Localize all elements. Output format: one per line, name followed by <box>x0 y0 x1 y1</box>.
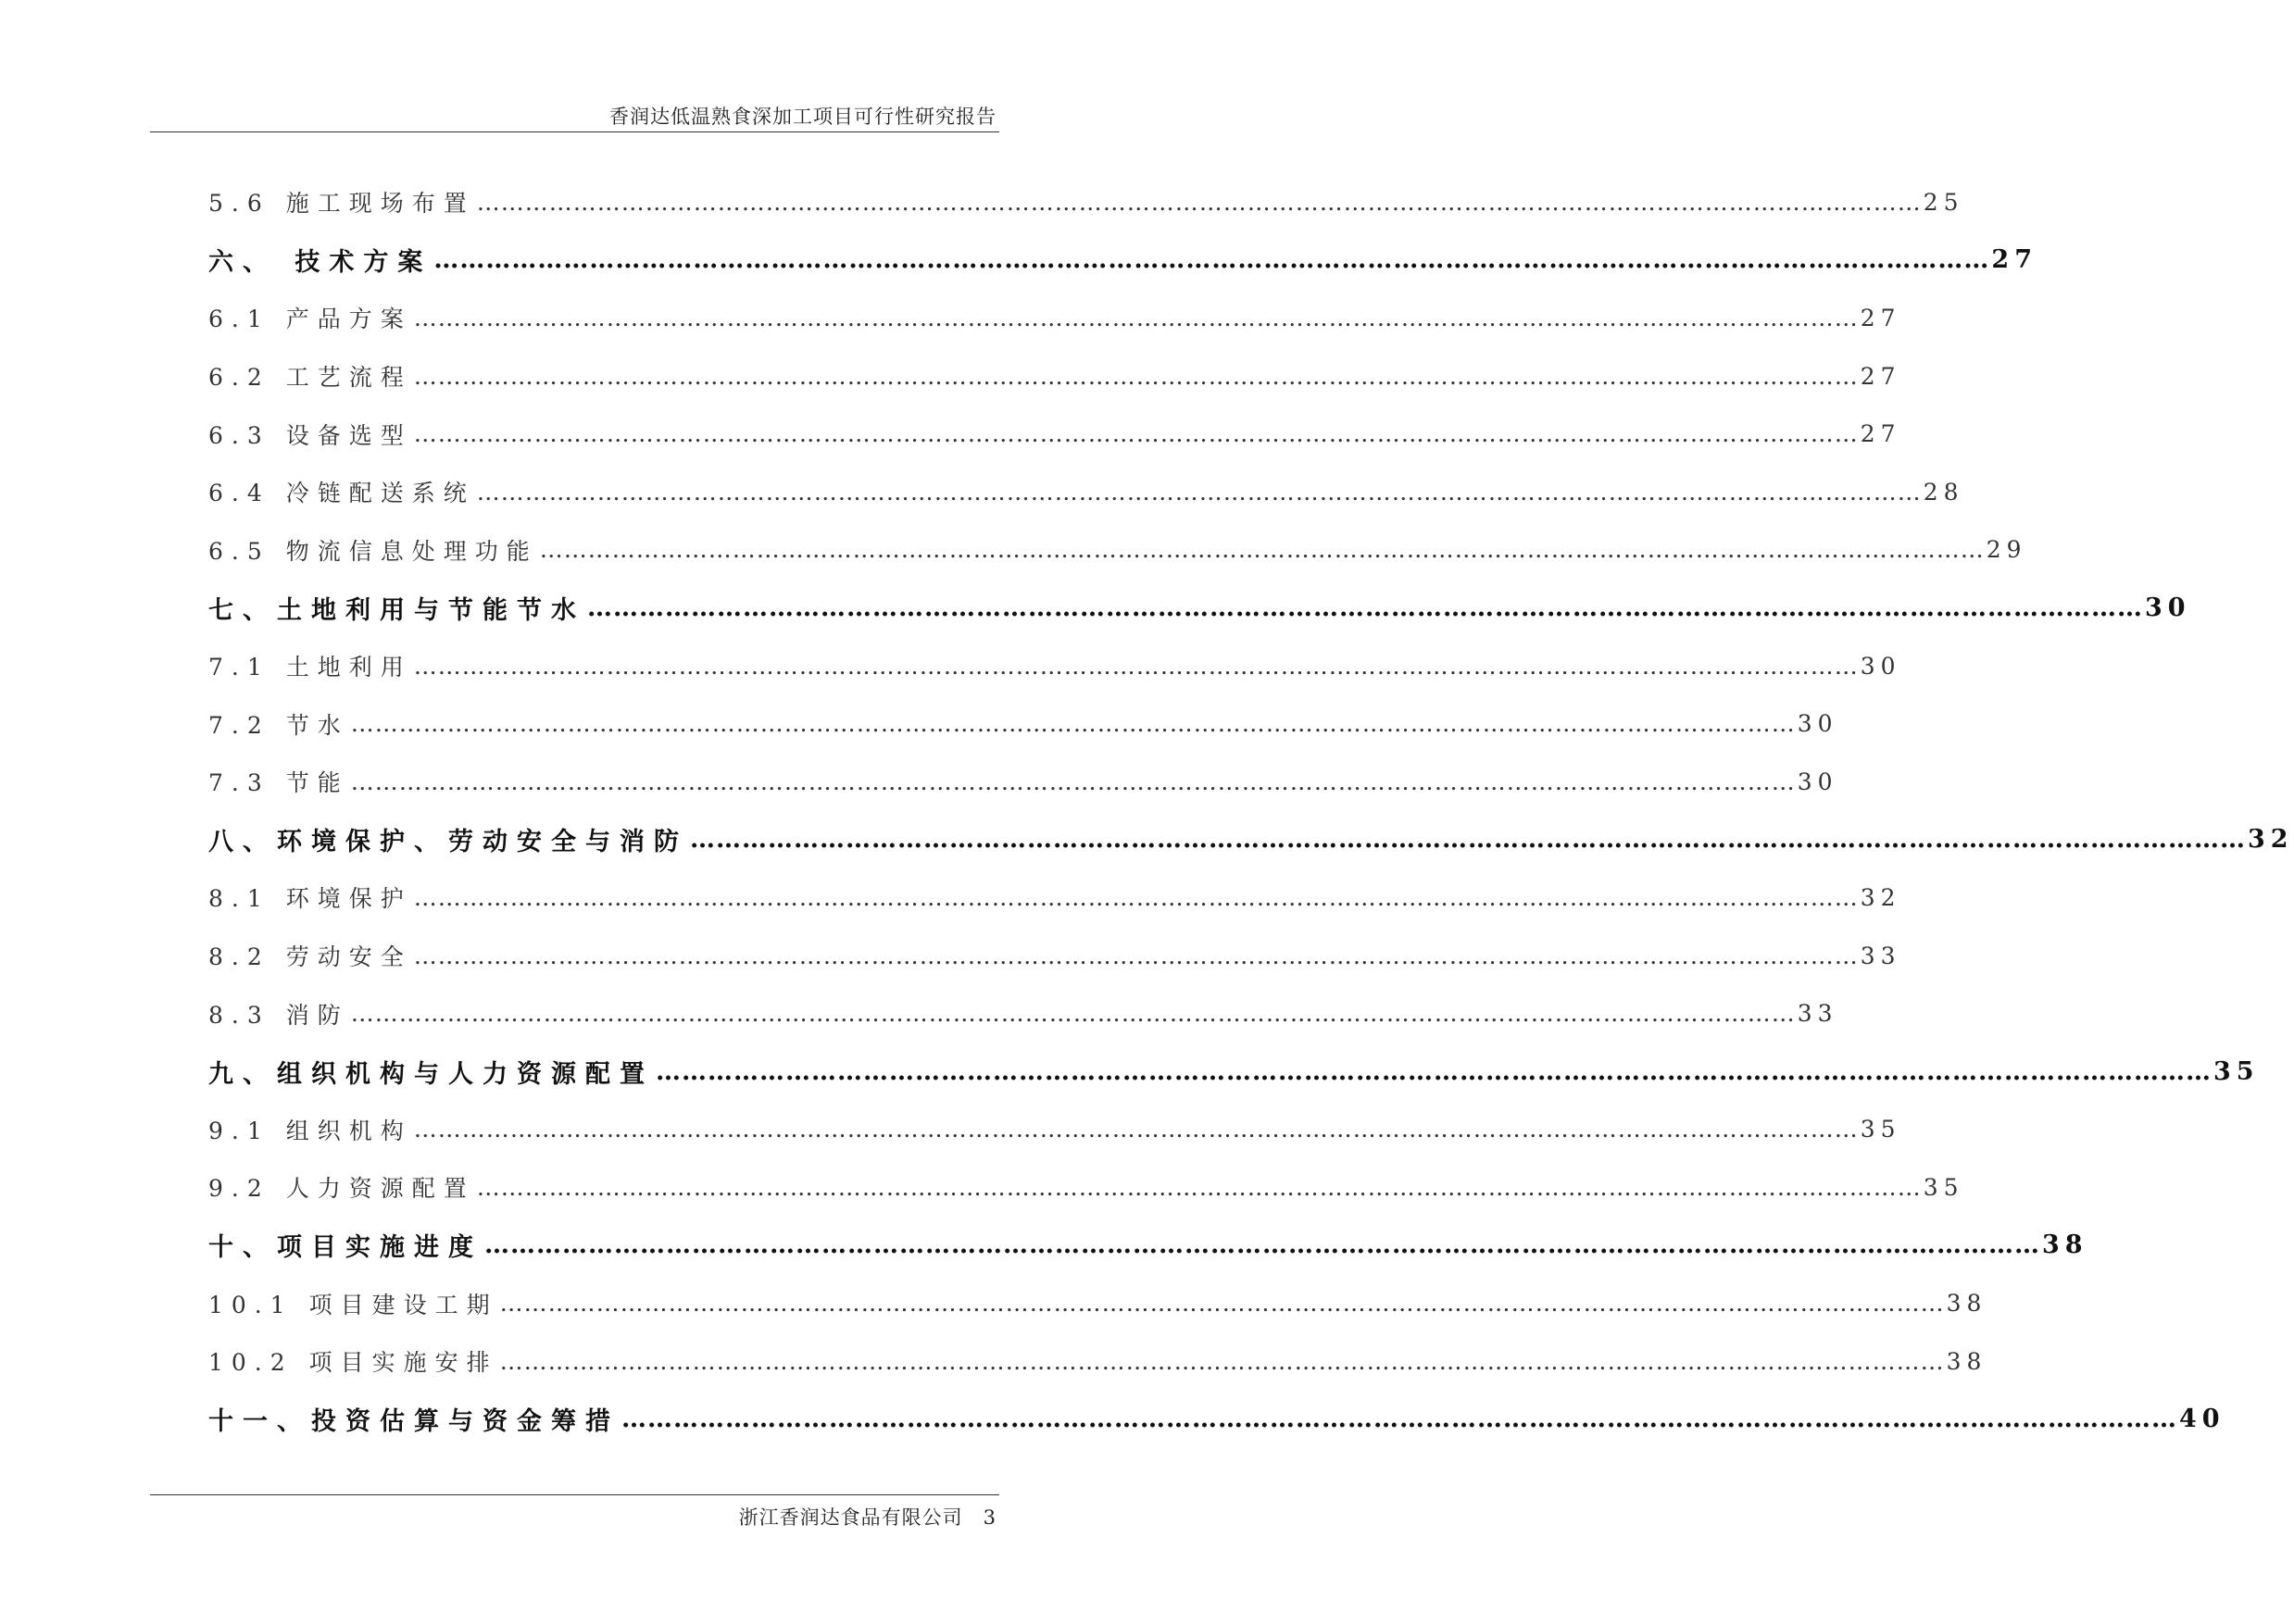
toc-dot-leader: ……………………………………………………………………………………………………………………………………………………………… <box>476 1173 1922 1201</box>
toc-dot-leader: ……………………………………………………………………………………………………………………………………………………………… <box>350 768 1796 795</box>
toc-section-entry[interactable] <box>208 1332 1987 1391</box>
toc-entry-label: 6.4 冷链配送系统 <box>208 480 475 507</box>
toc-section-entry[interactable] <box>208 1101 1901 1159</box>
toc-dot-leader: ……………………………………………………………………………………………………………………………………………………………… <box>413 420 1859 448</box>
toc-entry-label: 8.3 消防 <box>208 1001 349 1029</box>
running-header-title: 香润达低温熟食深加工项目可行性研究报告 <box>609 106 997 128</box>
toc-entry-label: 7.3 节能 <box>208 769 349 797</box>
toc-page-number: 30 <box>2145 593 2191 622</box>
toc-entry-label: 七、土地利用与节能节水 <box>208 595 585 625</box>
toc-section-entry[interactable] <box>208 289 1901 347</box>
toc-section-entry[interactable] <box>208 347 1901 406</box>
toc-page-number: 30 <box>1860 652 1901 680</box>
toc-page-number: 27 <box>1860 304 1901 331</box>
toc-entry-label: 6.3 设备选型 <box>208 421 412 449</box>
toc-dot-leader: ……………………………………………………………………………………………………………………………………………………………… <box>539 536 1985 564</box>
toc-page-number: 28 <box>1923 478 1964 506</box>
toc-entry-label: 7.1 土地利用 <box>208 654 412 681</box>
footer-divider <box>150 1494 999 1495</box>
toc-chapter-entry[interactable] <box>208 1043 2260 1101</box>
toc-page-number: 29 <box>1986 536 2027 564</box>
toc-dot-leader: ……………………………………………………………………………………………………………………………………………………………… <box>413 304 1859 331</box>
footer-page-number: 3 <box>983 1506 997 1529</box>
toc-entry-label: 10.1 项目建设工期 <box>208 1291 498 1318</box>
toc-dot-leader: ……………………………………………………………………………………………………………………………………………………………… <box>413 652 1859 680</box>
toc-chapter-entry[interactable] <box>208 811 2294 869</box>
toc-entry-label: 9.2 人力资源配置 <box>208 1175 475 1203</box>
toc-page-number: 25 <box>1923 188 1964 216</box>
toc-chapter-entry[interactable] <box>208 231 2037 290</box>
toc-dot-leader: ……………………………………………………………………………………………………………………………………………………………… <box>413 942 1859 969</box>
toc-section-entry[interactable] <box>208 868 1901 927</box>
toc-dot-leader: ……………………………………………………………………………………………………………………………………………………………… <box>476 188 1922 216</box>
toc-dot-leader: ……………………………………………………………………………………………………………………………………………………………… <box>499 1347 1945 1375</box>
toc-page-number: 38 <box>1946 1347 1987 1375</box>
toc-entry-label: 6.1 产品方案 <box>208 306 412 333</box>
toc-section-entry[interactable] <box>208 984 1838 1043</box>
toc-dot-leader: ……………………………………………………………………………………………………………………………………………………………… <box>587 593 2143 622</box>
toc-page-number: 27 <box>1860 362 1901 390</box>
page-footer <box>739 1503 997 1530</box>
toc-dot-leader: ……………………………………………………………………………………………………………………………………………………………… <box>413 1116 1859 1143</box>
toc-chapter-entry[interactable] <box>208 1390 2225 1448</box>
toc-page-number: 35 <box>1860 1116 1901 1143</box>
toc-page-number: 35 <box>2213 1056 2260 1086</box>
toc-section-entry[interactable] <box>208 927 1901 985</box>
toc-page-number: 30 <box>1797 710 1838 738</box>
toc-chapter-entry[interactable] <box>208 1217 2088 1275</box>
toc-entry-label: 6.5 物流信息处理功能 <box>208 537 538 565</box>
toc-page-number: 27 <box>1860 420 1901 448</box>
toc-entry-label: 九、组织机构与人力资源配置 <box>208 1059 654 1089</box>
toc-dot-leader: ……………………………………………………………………………………………………………………………………………………………… <box>350 1000 1796 1028</box>
toc-entry-label: 5.6 施工现场布置 <box>208 190 475 218</box>
toc-entry-label: 六、 技术方案 <box>208 248 432 278</box>
toc-entry-label: 十、项目实施进度 <box>208 1233 483 1263</box>
toc-entry-label: 8.1 环境保护 <box>208 885 412 913</box>
toc-page-number: 40 <box>2179 1405 2225 1434</box>
toc-page-number: 33 <box>1797 1000 1838 1028</box>
toc-page-number: 38 <box>2042 1230 2088 1260</box>
toc-section-entry[interactable] <box>208 1274 1987 1332</box>
toc-dot-leader: ……………………………………………………………………………………………………………………………………………………………… <box>690 825 2246 855</box>
toc-section-entry[interactable] <box>208 463 1964 521</box>
table-of-contents <box>208 173 2294 1448</box>
toc-entry-label: 7.2 节水 <box>208 711 349 739</box>
toc-section-entry[interactable] <box>208 173 1964 231</box>
toc-page-number: 32 <box>2248 825 2294 855</box>
toc-entry-label: 十一、投资估算与资金筹措 <box>208 1407 620 1437</box>
toc-dot-leader: ……………………………………………………………………………………………………………………………………………………………… <box>433 245 1990 275</box>
toc-section-entry[interactable] <box>208 694 1838 753</box>
toc-dot-leader: ……………………………………………………………………………………………………………………………………………………………… <box>413 883 1859 911</box>
toc-entry-label: 10.2 项目实施安排 <box>208 1349 498 1377</box>
toc-dot-leader: ……………………………………………………………………………………………………………………………………………………………… <box>476 478 1922 506</box>
toc-dot-leader: ……………………………………………………………………………………………………………………………………………………………… <box>413 362 1859 390</box>
toc-section-entry[interactable] <box>208 1158 1964 1217</box>
toc-dot-leader: ……………………………………………………………………………………………………………………………………………………………… <box>484 1230 2040 1260</box>
toc-chapter-entry[interactable] <box>208 579 2191 637</box>
toc-dot-leader: ……………………………………………………………………………………………………………………………………………………………… <box>350 710 1796 738</box>
toc-page-number: 35 <box>1923 1173 1964 1201</box>
toc-page-number: 30 <box>1797 768 1838 795</box>
toc-section-entry[interactable] <box>208 753 1838 811</box>
toc-dot-leader: ……………………………………………………………………………………………………………………………………………………………… <box>499 1290 1945 1318</box>
toc-section-entry[interactable] <box>208 521 2027 580</box>
footer-company-name: 浙江香润达食品有限公司 <box>738 1506 963 1529</box>
toc-page-number: 38 <box>1946 1290 1987 1318</box>
toc-section-entry[interactable] <box>208 637 1901 695</box>
toc-page-number: 33 <box>1860 942 1901 969</box>
toc-entry-label: 八、环境保护、劳动安全与消防 <box>208 828 688 857</box>
toc-dot-leader: ……………………………………………………………………………………………………………………………………………………………… <box>621 1405 2177 1434</box>
toc-entry-label: 6.2 工艺流程 <box>208 364 412 392</box>
toc-dot-leader: ……………………………………………………………………………………………………………………………………………………………… <box>656 1056 2212 1086</box>
toc-entry-label: 9.1 组织机构 <box>208 1117 412 1144</box>
header-divider <box>150 131 999 132</box>
toc-section-entry[interactable] <box>208 405 1901 463</box>
toc-page-number: 32 <box>1860 883 1901 911</box>
toc-entry-label: 8.2 劳动安全 <box>208 943 412 971</box>
toc-page-number: 27 <box>1991 245 2037 275</box>
